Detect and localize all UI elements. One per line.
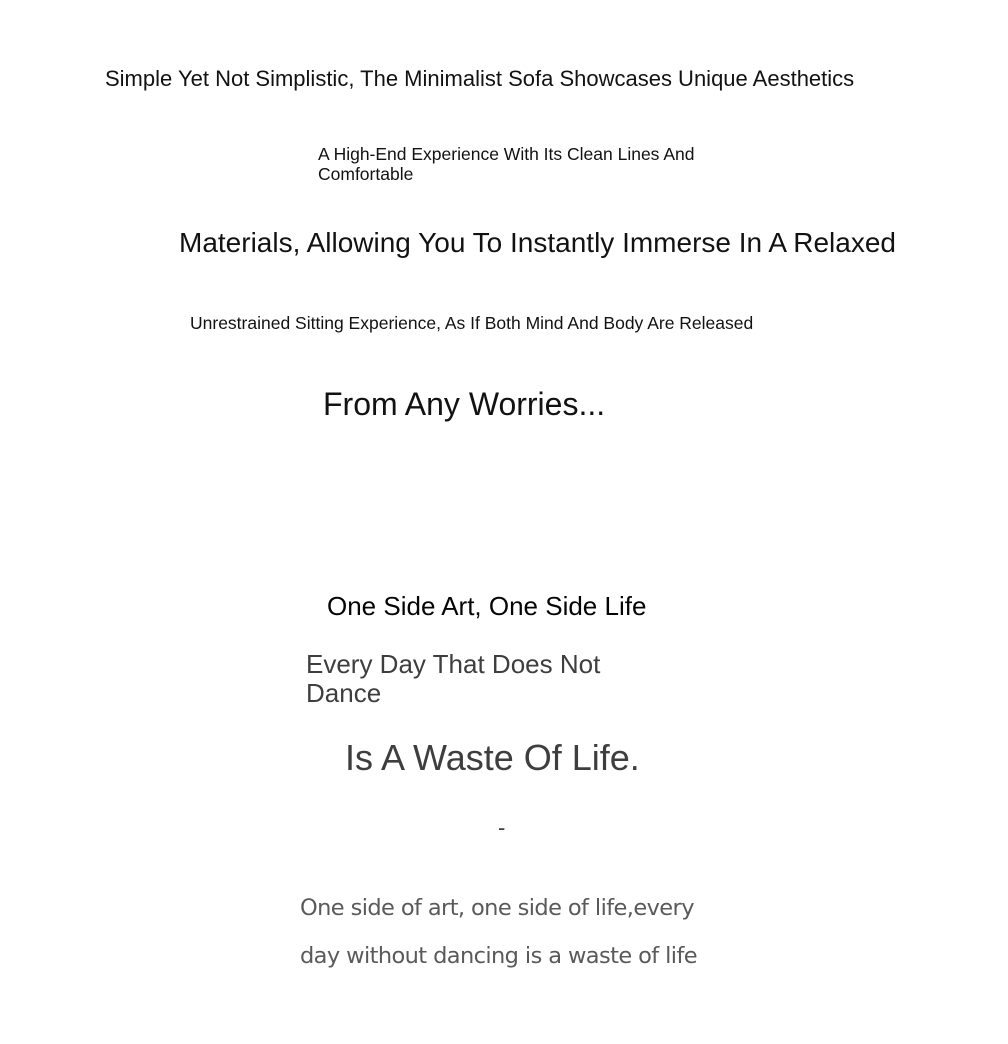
- quote-line-1: Every Day That Does Not Dance: [306, 649, 601, 708]
- quote-divider-dash: -: [498, 815, 506, 840]
- headline-line-3: Materials, Allowing You To Instantly Immerse In A Relaxed: [179, 227, 896, 258]
- headline-line-5: From Any Worries...: [323, 386, 606, 422]
- quote-title: One Side Art, One Side Life: [327, 591, 647, 621]
- quote-caption: One side of art, one side of life,every day without dancing is a waste of life: [300, 895, 698, 969]
- quote-line-2: Is A Waste Of Life.: [345, 737, 640, 778]
- headline-line-2: A High-End Experience With Its Clean Lines And Comfortable: [318, 144, 695, 184]
- headline-line-4: Unrestrained Sitting Experience, As If Both Mind And Body Are Released: [190, 313, 754, 333]
- headline-line-1: Simple Yet Not Simplistic, The Minimalist Sofa Showcases Unique Aesthetics: [105, 66, 855, 91]
